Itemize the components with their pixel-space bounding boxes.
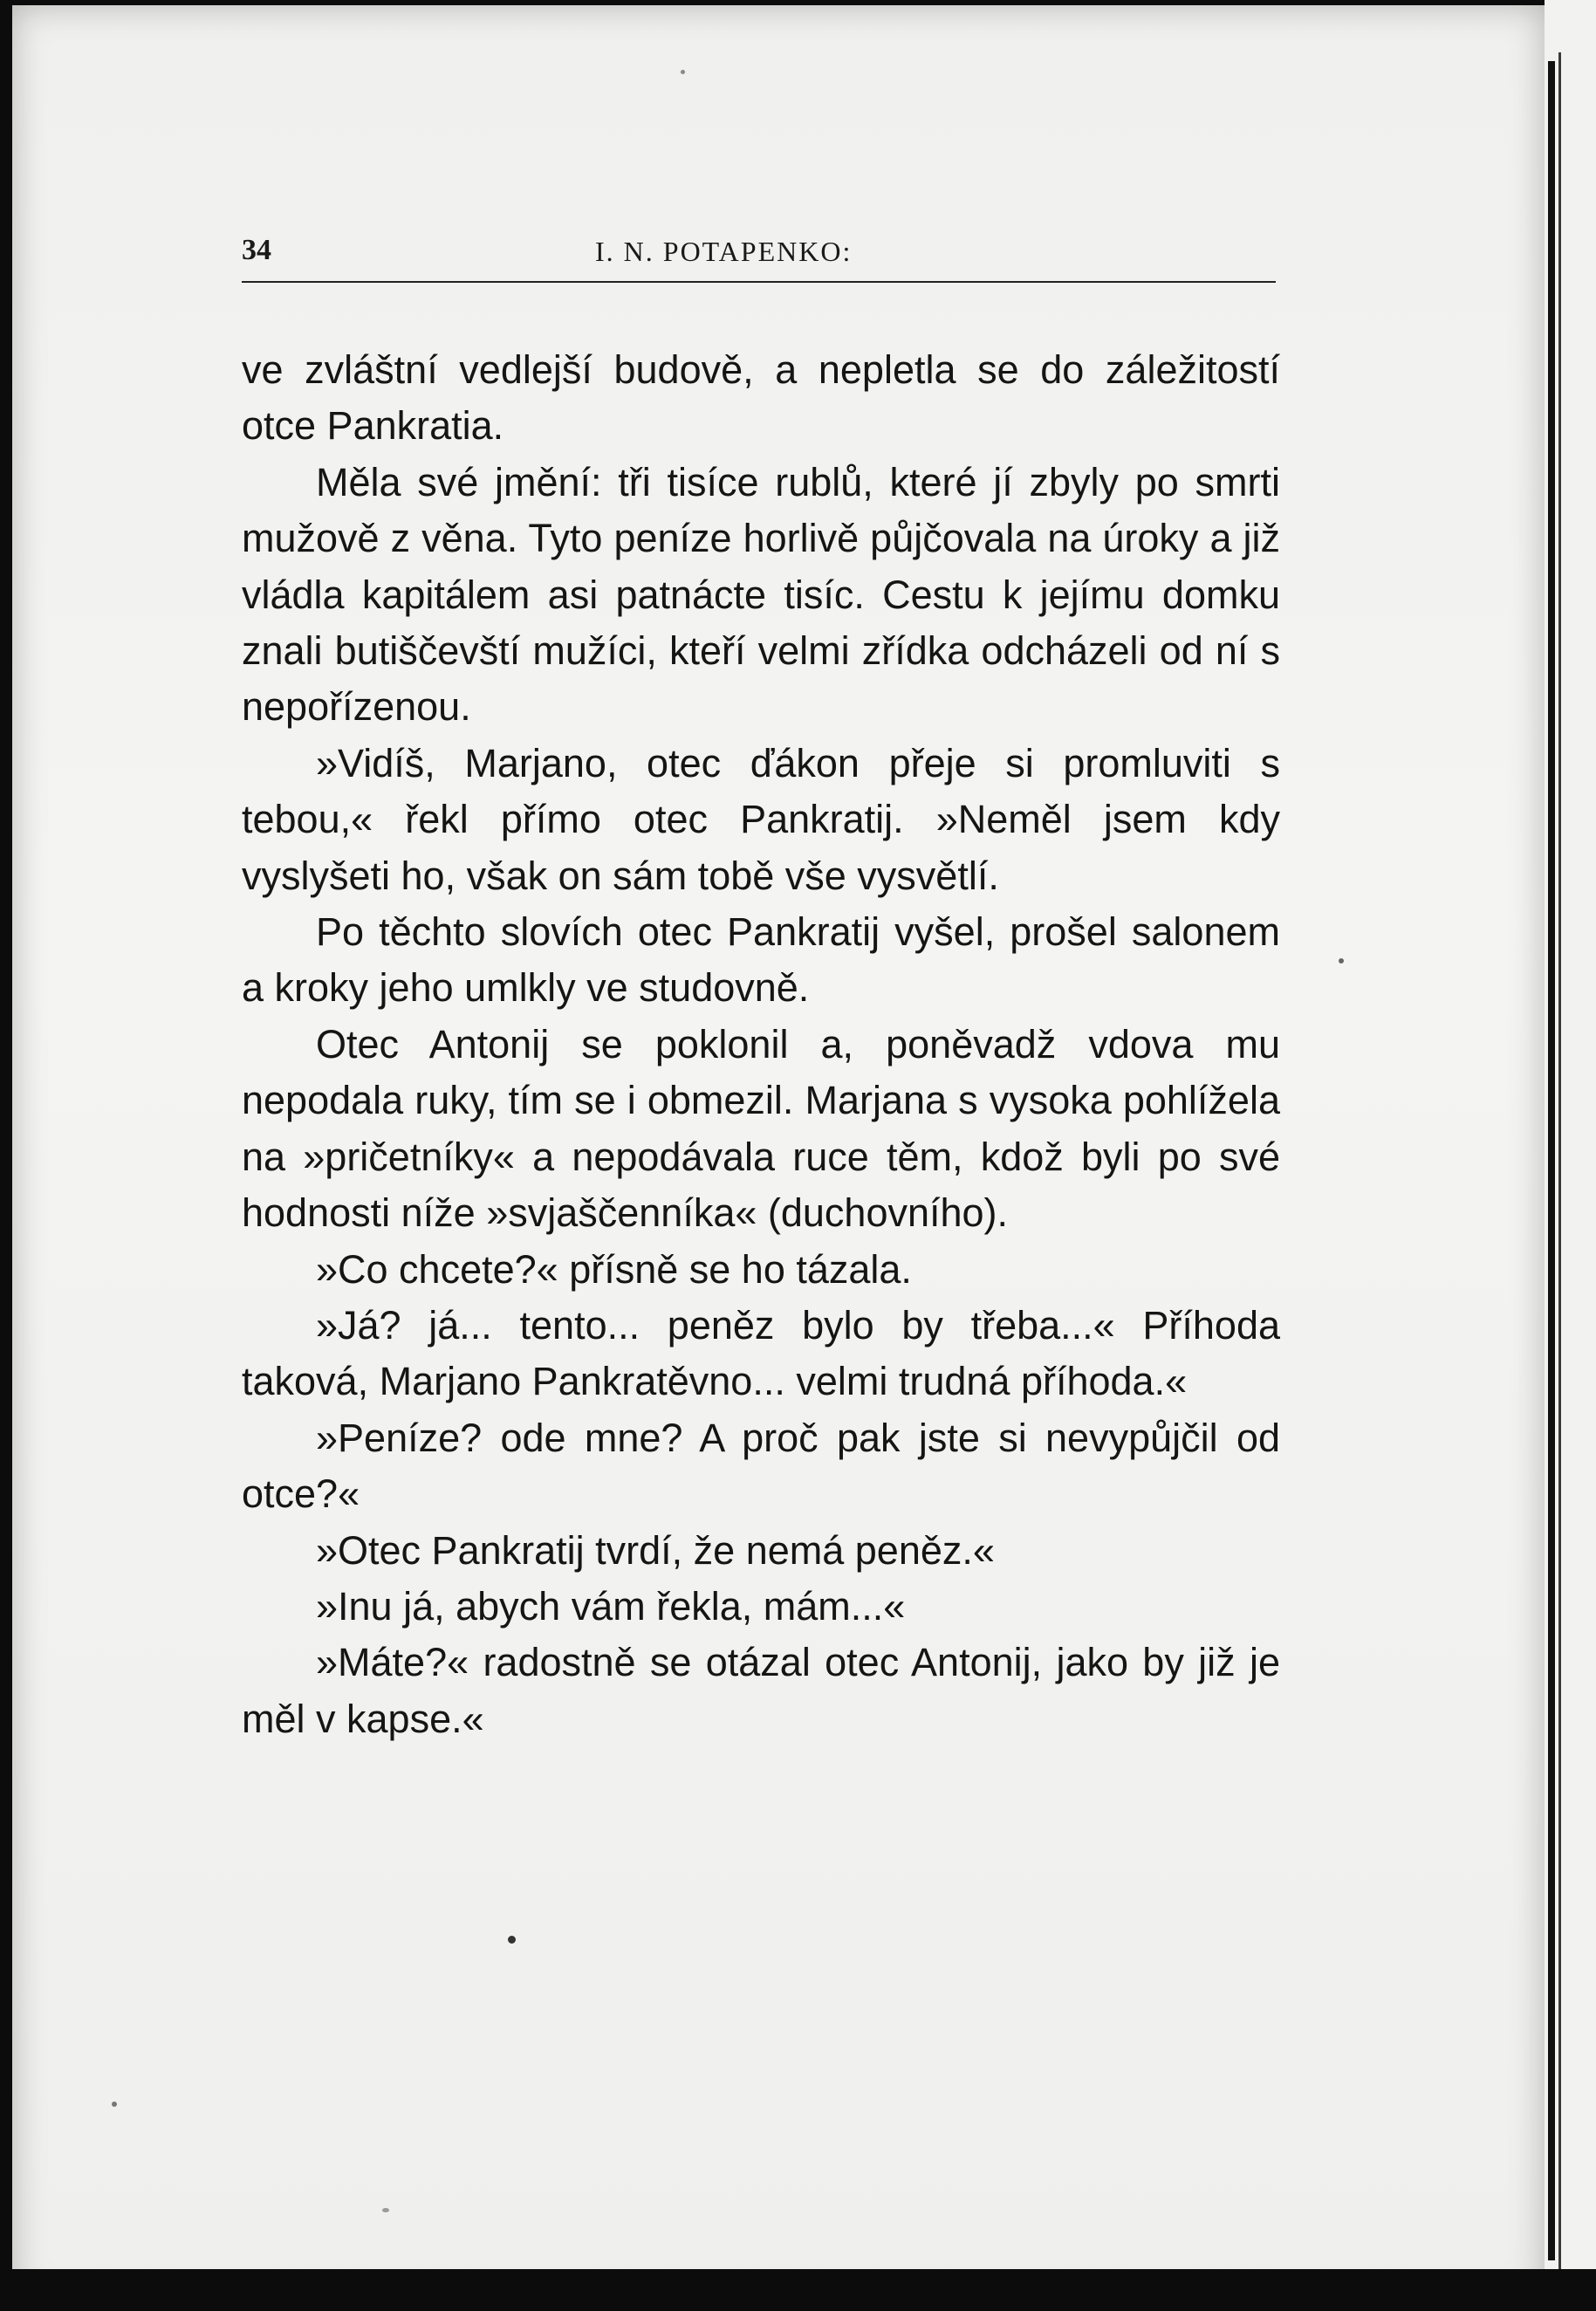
scan-speck — [112, 2102, 117, 2107]
paragraph: »Peníze? ode mne? A proč pak jste si nevypůjčil od otce?« — [242, 1415, 1280, 1517]
header-rule — [242, 281, 1276, 283]
paragraph: Měla své jmění: tři tisíce rublů, které jí zbyly po smrti mužově z věna. Tyto peníze horlivě půjčovala na úroky a již vládla kapitálem asi patnácte tisíc. Cestu k jejímu domku znali butiščevští mužíci, kteří velmi zřídka odcházeli od ní s nepořízenou. — [242, 459, 1280, 730]
paragraph: »Máte?« radostně se otázal otec Antonij, jako by již je měl v kapse.« — [242, 1640, 1280, 1741]
paragraph: Po těchto slovích otec Pankratij vyšel, prošel salonem a kroky jeho umlkly ve studovně. — [242, 909, 1280, 1011]
scan-border — [0, 2269, 1596, 2311]
paragraph: ve zvláštní vedlejší budově, a nepletla se do záležitostí otce Pankratia. — [242, 347, 1280, 449]
binding-edge-inner — [1558, 52, 1561, 2269]
paragraph: »Co chcete?« přísně se ho tázala. — [316, 1246, 912, 1292]
scan-speck — [1339, 958, 1344, 963]
paragraph: »Otec Pankratij tvrdí, že nemá peněz.« — [316, 1527, 995, 1573]
binding-edge — [1548, 61, 1555, 2260]
paragraph: »Já? já... tento... peněz bylo by třeba...« Příhoda taková, Marjano Pankratěvno... velmi trudná příhoda.« — [242, 1302, 1280, 1404]
scan-speck — [681, 70, 685, 74]
running-title: I. N. POTAPENKO: — [595, 236, 853, 267]
scan-speck — [508, 1936, 516, 1944]
scan-speck — [382, 2208, 389, 2212]
page-number: 34 — [242, 234, 271, 266]
page-header — [242, 229, 1276, 281]
paragraph: »Inu já, abych vám řekla, mám...« — [316, 1583, 906, 1629]
paragraph: Otec Antonij se poklonil a, poněvadž vdova mu nepodala ruky, tím se i obmezil. Marjana s vysoka pohlížela na »pričetníky« a nepodávala ruce těm, kdož byli po své hodnosti níže »svjaščenníka« (duchovního). — [242, 1021, 1280, 1236]
paragraph: »Vidíš, Marjano, otec ďákon přeje si promluviti s tebou,« řekl přímo otec Pankratij. »Neměl jsem kdy vyslyšeti ho, však on sám tobě vše vysvětlí. — [242, 740, 1280, 898]
body-text — [242, 342, 1280, 1747]
